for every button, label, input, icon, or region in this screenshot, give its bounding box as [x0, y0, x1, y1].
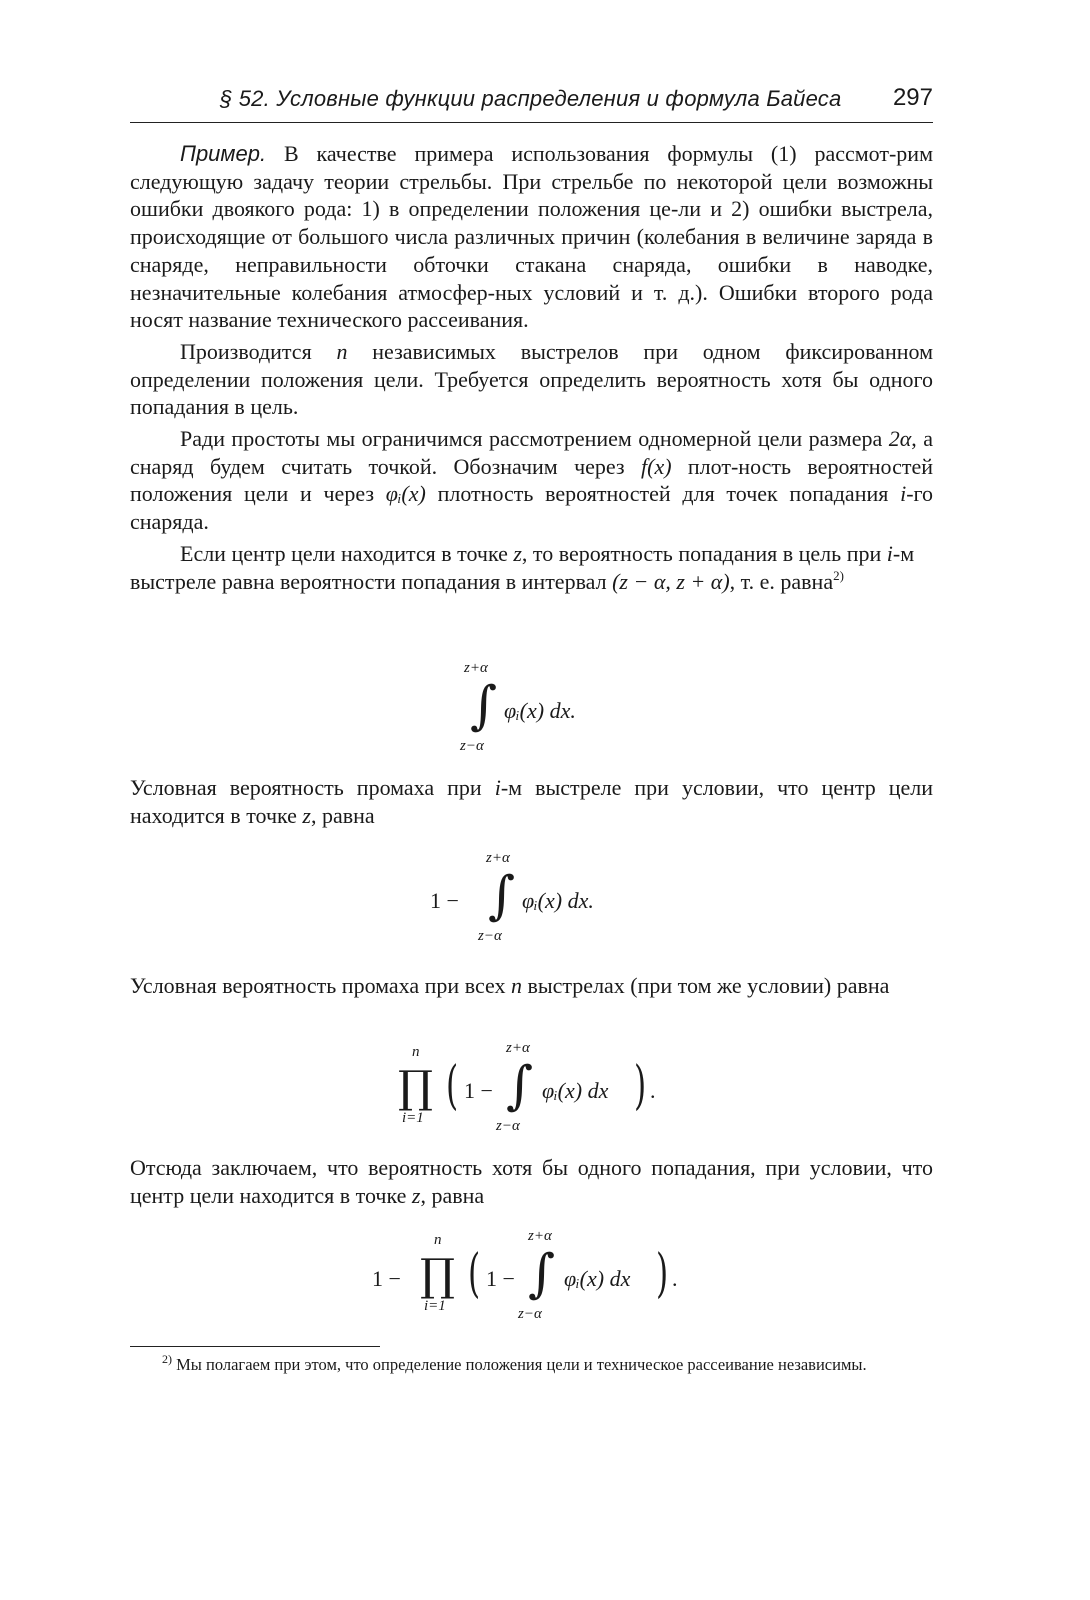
lower-limit: z−α [460, 738, 484, 754]
one-minus: 1 − [464, 1078, 493, 1103]
upper-limit: z+α [506, 1040, 530, 1056]
section-title: § 52. Условные функции распределения и формула Байеса [220, 86, 842, 111]
right-paren: ) [634, 1056, 647, 1116]
math-phi-i: φᵢ(x) [385, 481, 426, 507]
lower-limit: z−α [496, 1118, 520, 1134]
text-span: -м выстреле при условии, что центр цели находится в точке [130, 775, 933, 828]
one-minus: 1 − [486, 1266, 515, 1291]
math-fx: f(x) [641, 453, 672, 479]
right-paren: ) [656, 1244, 669, 1304]
period: . [672, 1266, 678, 1291]
paragraph-simplicity [130, 425, 933, 536]
running-head [130, 84, 933, 123]
text-span: независимых выстрелов при одном фиксированном определении положения цели. Требуется определить вероятность хотя бы одного попадания в цель. [130, 338, 933, 420]
product-upper: n [412, 1044, 420, 1060]
integrand: φᵢ(x) dx. [522, 888, 594, 913]
text-span: плотность вероятностей для точек попадания [437, 481, 889, 507]
paragraph-miss-single [130, 774, 933, 829]
integrand: φᵢ(x) dx. [504, 698, 576, 723]
math-interval: (z − α, z + α) [612, 568, 730, 594]
text-span: -м выстреле равна вероятности попадания в интервал [130, 540, 915, 594]
text-block-hit [130, 1154, 933, 1209]
page-number: 297 [892, 84, 933, 111]
formula-product [392, 1040, 682, 1140]
footnote [130, 1354, 933, 1376]
period: . [650, 1078, 656, 1103]
integral-sign: ∫ [506, 1056, 534, 1116]
product-sign: ∏ [398, 1062, 434, 1113]
text-span: Если центр цели находится в точке [180, 540, 508, 566]
math-z: z [302, 802, 311, 828]
upper-limit: z+α [528, 1228, 552, 1244]
paragraph-hit [130, 1154, 933, 1209]
math-i: i [886, 540, 893, 566]
integral-sign: ∫ [528, 1244, 556, 1304]
paragraph-shots [130, 338, 933, 421]
text-span: Условная вероятность промаха при [130, 775, 482, 800]
text-span: , т. е. равна [729, 568, 834, 594]
upper-limit: z+α [486, 850, 510, 866]
text-block-miss-all [130, 972, 933, 1000]
text-block-top [130, 140, 933, 595]
lower-limit: z−α [478, 928, 502, 944]
paragraph-miss-all [130, 972, 933, 1000]
text-span: Ради простоты мы ограничимся рассмотрением одномерной цели размера [180, 426, 883, 452]
footnote-ref: 2) [833, 567, 844, 583]
math-n: n [510, 973, 522, 998]
formula-one-minus-integral [430, 850, 670, 950]
formula-integral [440, 660, 660, 760]
text-span: Условная вероятность промаха при всех [130, 973, 506, 998]
math-i: i [900, 481, 907, 507]
text-span: выстрелах (при том же условии) равна [527, 973, 890, 998]
text-span: , равна [420, 1182, 485, 1208]
formula-one-minus-product [372, 1228, 702, 1328]
integral-sign: ∫ [488, 866, 516, 926]
math-z: z [411, 1182, 421, 1208]
one-minus: 1 − [372, 1266, 401, 1291]
product-lower: i=1 [424, 1298, 446, 1314]
example-text: В качестве примера использования формулы (1) рассмот-рим следующую задачу теории стрельбы. При стрельбе по некоторой цели возможны ошибки двоякого рода: 1) в определении положения це-ли и 2) ошибки выстрела, происходящие от большого числа различных причин (колебания в величине заряда в снаряде, неправильности обточки стакана снаряда, ошибки в наводке, незначительные колебания атмосфер-ных условий и т. д.). Ошибки второго рода носят название технического рассеивания. [130, 141, 934, 333]
text-block-miss-single [130, 774, 933, 829]
product-lower: i=1 [402, 1110, 424, 1126]
text-span: Производится [180, 338, 312, 364]
footnote-mark: 2) [162, 1352, 172, 1366]
example-label: Пример. [180, 141, 267, 166]
upper-limit: z+α [464, 660, 488, 676]
left-paren: ( [446, 1056, 459, 1116]
text-span: , а снаряд будем считать точкой. Обозначим через [130, 426, 934, 479]
footnote-divider [130, 1346, 380, 1347]
footnote-text: Мы полагаем при этом, что определение положения цели и техническое рассеивание независимы. [176, 1355, 867, 1374]
product-sign: ∏ [420, 1250, 456, 1301]
math-z: z [513, 540, 522, 566]
product-upper: n [434, 1232, 442, 1248]
paragraph-center [130, 540, 933, 595]
math-i: i [494, 775, 501, 800]
text-span: , равна [310, 802, 375, 828]
integrand: φᵢ(x) dx [564, 1266, 631, 1291]
one-minus: 1 − [430, 888, 459, 913]
text-span: -го снаряда. [130, 481, 934, 535]
text-span: Отсюда заключаем, что вероятность хотя бы одного попадания, при условии, что центр цели находится в точке [130, 1155, 933, 1208]
math-2alpha: 2α [888, 426, 912, 452]
lower-limit: z−α [518, 1306, 542, 1322]
integral-sign: ∫ [470, 676, 498, 736]
paragraph-example [130, 140, 933, 334]
text-span: , то вероятность попадания в цель при [521, 540, 882, 566]
footnote-text-wrap [130, 1354, 933, 1376]
integrand: φᵢ(x) dx [542, 1078, 609, 1103]
math-n: n [336, 338, 348, 364]
text-span: плот-ность вероятностей положения цели и через [130, 453, 933, 507]
left-paren: ( [468, 1244, 481, 1304]
